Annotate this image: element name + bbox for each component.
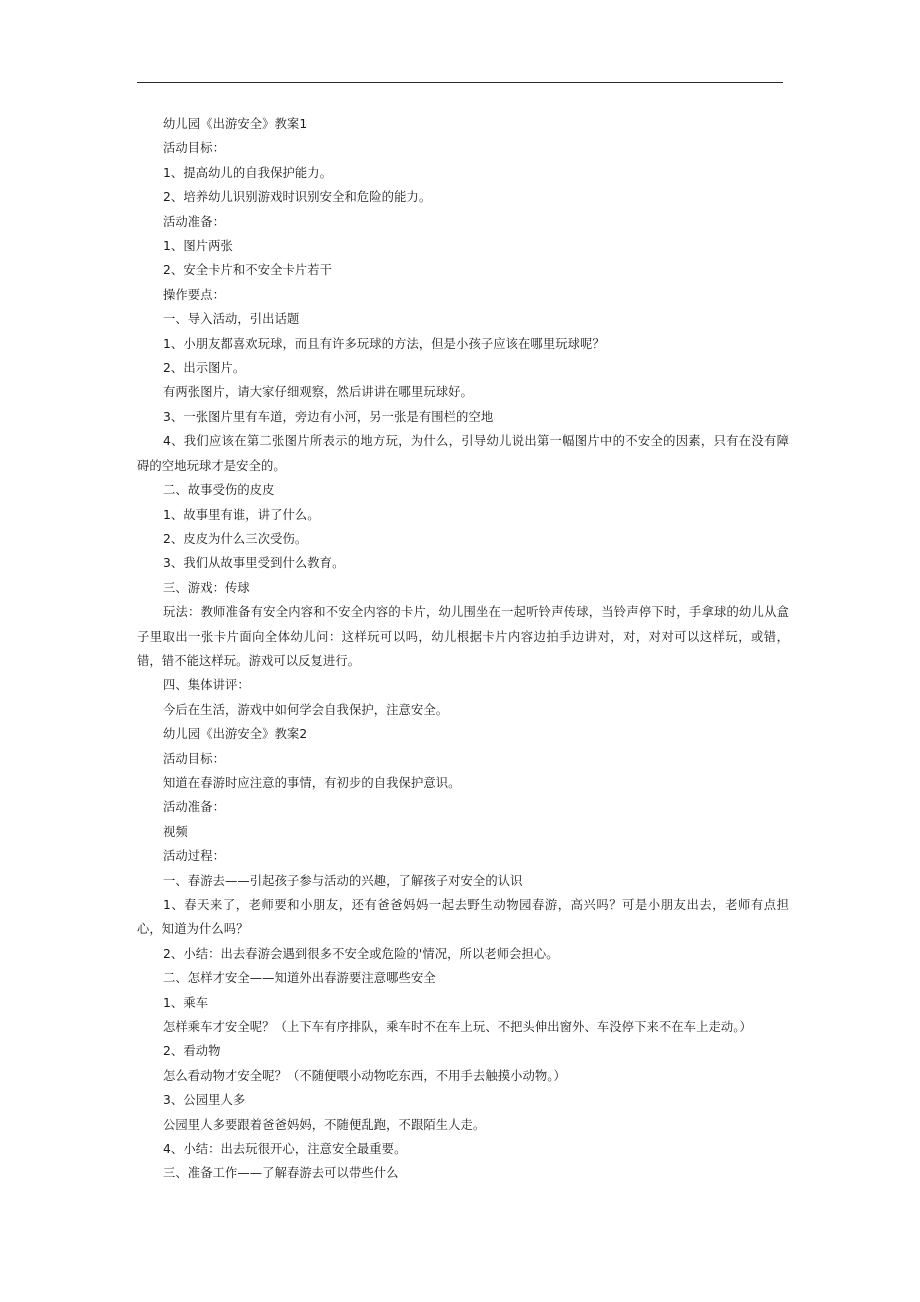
paragraph: 一、春游去——引起孩子参与活动的兴趣，了解孩子对安全的认识 <box>163 873 523 888</box>
document-body <box>137 112 789 1186</box>
paragraph: 三、准备工作——了解春游去可以带些什么 <box>163 1166 399 1181</box>
section-heading-preparation: 活动准备： <box>163 214 225 229</box>
paragraph: 3、公园里人多 <box>163 1093 246 1108</box>
paragraph: 四、集体讲评： <box>163 678 250 693</box>
paragraph: 一、导入活动，引出话题 <box>163 312 300 327</box>
paragraph: 2、培养幼儿识别游戏时识别安全和危险的能力。 <box>163 190 432 205</box>
paragraph: 2、出示图片。 <box>163 361 246 376</box>
paragraph: 3、我们从故事里受到什么教育。 <box>163 556 345 571</box>
paragraph: 二、故事受伤的皮皮 <box>163 483 275 498</box>
paragraph: 1、春天来了，老师要和小朋友，还有爸爸妈妈一起去野生动物园春游，高兴吗？可是小朋友出去，老师有点担心，知道为什么吗？ <box>137 898 789 937</box>
paragraph: 视频 <box>163 824 188 839</box>
paragraph: 1、乘车 <box>163 995 209 1010</box>
paragraph: 2、看动物 <box>163 1044 221 1059</box>
paragraph: 1、图片两张 <box>163 239 233 254</box>
section-heading-process: 活动过程： <box>163 849 225 864</box>
paragraph: 怎么看动物才安全呢？（不随便喂小动物吃东西，不用手去触摸小动物。） <box>163 1068 566 1083</box>
section-heading-steps: 操作要点： <box>163 287 225 302</box>
paragraph: 4、小结：出去玩很开心，注意安全最重要。 <box>163 1142 407 1157</box>
paragraph: 今后在生活，游戏中如何学会自我保护，注意安全。 <box>163 702 449 717</box>
lesson-1-title: 幼儿园《出游安全》教案1 <box>163 117 308 131</box>
paragraph: 玩法：教师准备有安全内容和不安全内容的卡片，幼儿围坐在一起听铃声传球，当铃声停下时，手拿球的幼儿从盒子里取出一张卡片面向全体幼儿问：这样玩可以吗，幼儿根据卡片内容边拍手边讲对，对，对对可以这样玩，或错，错，错不能这样玩。游戏可以反复进行。 <box>137 605 789 668</box>
paragraph: 二、怎样才安全——知道外出春游要注意哪些安全 <box>163 971 436 986</box>
section-heading-goals: 活动目标： <box>163 141 225 156</box>
paragraph: 1、故事里有谁，讲了什么。 <box>163 507 320 522</box>
paragraph: 2、皮皮为什么三次受伤。 <box>163 531 308 546</box>
paragraph: 怎样乘车才安全呢？（上下车有序排队，乘车时不在车上玩、不把头伸出窗外、车没停下来不在车上走动。） <box>163 1020 752 1035</box>
paragraph: 1、提高幼儿的自我保护能力。 <box>163 165 333 180</box>
paragraph: 4、我们应该在第二张图片所表示的地方玩，为什么，引导幼儿说出第一幅图片中的不安全的因素，只有在没有障碍的空地玩球才是安全的。 <box>137 434 789 473</box>
paragraph: 2、安全卡片和不安全卡片若干 <box>163 263 333 278</box>
paragraph: 1、小朋友都喜欢玩球，而且有许多玩球的方法，但是小孩子应该在哪里玩球呢？ <box>163 336 605 351</box>
paragraph: 3、一张图片里有车道，旁边有小河，另一张是有围栏的空地 <box>163 409 494 424</box>
paragraph: 公园里人多要跟着爸爸妈妈，不随便乱跑，不跟陌生人走。 <box>163 1117 486 1132</box>
paragraph: 有两张图片，请大家仔细观察，然后讲讲在哪里玩球好。 <box>163 385 473 400</box>
section-heading-goals: 活动目标： <box>163 751 225 766</box>
lesson-2-title: 幼儿园《出游安全》教案2 <box>163 727 308 742</box>
header-rule <box>137 82 783 83</box>
paragraph: 知道在春游时应注意的事情，有初步的自我保护意识。 <box>163 775 461 790</box>
paragraph: 2、小结：出去春游会遇到很多不安全或危险的'情况，所以老师会担心。 <box>163 946 559 961</box>
paragraph: 三、游戏：传球 <box>163 580 250 595</box>
section-heading-preparation: 活动准备： <box>163 800 225 815</box>
